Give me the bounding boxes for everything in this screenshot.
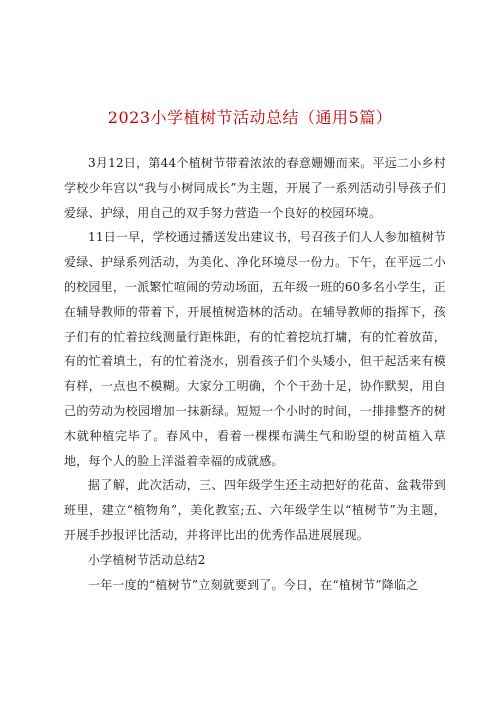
document-title: 2023小学植树节活动总结（通用5篇）	[107, 108, 393, 127]
paragraph: 3月12日，第44个植树节带着浓浓的春意姗姗而来。平远二小乡村学校少年宫以“我与小树同成长”为主题，开展了一系列活动引导孩子们爱绿、护绿，用自己的双手努力营造一个良好的校园环境。	[64, 156, 446, 220]
paragraph: 一年一度的“植树节”立刻就要到了。今日，在“植树节”降临之	[88, 577, 419, 592]
paragraph: 据了解，此次活动，三、四年级学生还主动把好的花苗、盆栽带到班里，建立“植物角”，美化教室;五、六年级学生以“植树节”为主题，开展手抄报评比活动，并将评比出的优秀作品进展展现。	[64, 478, 446, 542]
document-body	[64, 151, 446, 597]
paragraph: 11日一早，学校通过播送发出建议书，号召孩子们人人参加植树节爱绿、护绿系列活动，为美化、净化环境尽一份力。下午，在平远二小的校园里，一派繁忙喧闹的劳动场面，五年级一班的60多名小学生，正在辅导教师的带着下，开展植树造林的活动。在辅导教师的指挥下，孩子们有的忙着拉线测量行距株距，有的忙着挖坑打墉，有的忙着放苗，有的忙着填土，有的忙着浇水，别看孩子们个头矮小，但干起活来有模有样，一点也不模糊。大家分工明确，个个干劲十足，协作默契，用自己的劳动为校园增加一抹新绿。短短一个小时的时间，一排排整齐的树木就种植完毕了。春风中，看着一棵棵布满生气和盼望的树苗植入草地，每个人的脸上洋溢着幸福的成就感。	[64, 230, 446, 468]
section-heading: 小学植树节活动总结2	[88, 552, 206, 567]
